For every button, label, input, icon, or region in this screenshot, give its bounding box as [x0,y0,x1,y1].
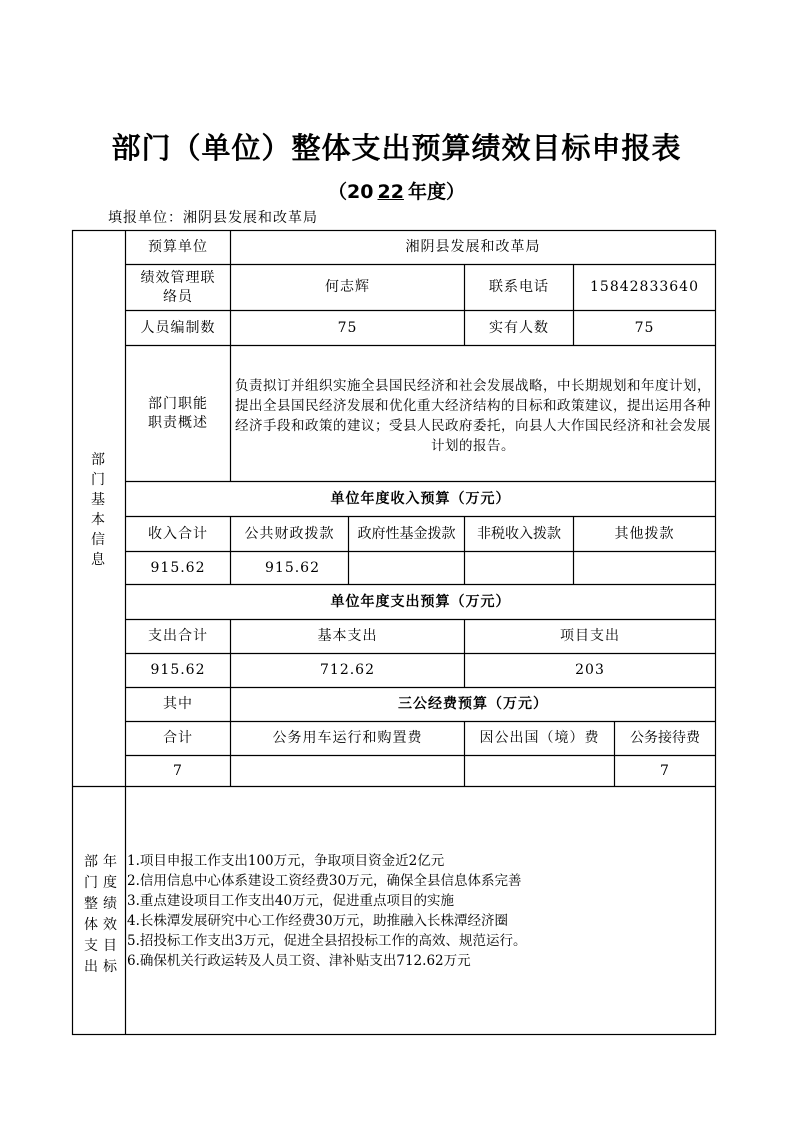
year-value: 22 [377,181,404,203]
goal-item: 1.项目申报工作支出100万元，争取项目资金近2亿元 [127,853,445,869]
expense-heading: 单位年度支出预算（万元） [330,593,511,610]
income-value-total: 915.62 [150,559,206,576]
contact-label: 绩效管理联络员 [140,269,216,305]
page-title: 部门（单位）整体支出预算绩效目标申报表 [111,131,682,165]
income-value-other [574,552,715,584]
phone-value: 15842833640 [590,279,699,295]
filing-unit: 填报单位：湘阴县发展和改革局 [108,210,318,226]
goal-item: 6.确保机关行政运转及人员工资、津补贴支出712.62万元 [127,953,471,969]
three-public-value-reception: 7 [660,762,670,779]
expense-header-project: 项目支出 [560,628,620,644]
three-public-header-abroad: 因公出国（境）费 [479,730,600,746]
section-goals-label-col1: 部门整体支出 [84,854,98,975]
section-basic-label: 部门基本信息 [91,452,105,568]
section-goals-label-col2: 年度绩效目标 [103,854,117,975]
performance-goals [127,851,526,971]
income-header-total: 收入合计 [148,525,208,542]
contact-value: 何志辉 [325,279,370,295]
budget-unit-value: 湘阴县发展和改革局 [405,239,541,255]
staff-quota-value: 75 [337,319,358,336]
three-public-header-vehicle: 公务用车运行和购置费 [272,730,423,746]
actual-staff-value: 75 [634,319,655,336]
income-header-other: 其他拨款 [614,525,675,542]
budget-unit-label: 预算单位 [148,239,208,255]
income-header-fund: 政府性基金拨款 [357,525,456,542]
three-public-heading: 三公经费预算（万元） [398,696,548,712]
year-prefix: （20 [328,181,374,203]
year-suffix: 年度） [407,181,465,203]
duties-text: 负责拟订并组织实施全县国民经济和社会发展战略，中长期规划和年度计划，提出全县国民经济发展和优化重大经济结构的目标和政策建议，提出运用各种经济手段和政策的建议；受县人民政府委托，向县人大作国民经济和社会发展计划的报告。 [235,378,711,454]
expense-value-project: 203 [575,662,605,678]
goal-item: 5.招投标工作支出3万元，促进全县招投标工作的高效、规范运行。 [127,933,527,949]
income-value-fund [349,552,464,584]
income-value-nontax [465,552,573,584]
three-public-value-vehicle [231,756,464,786]
three-public-value-total: 7 [173,762,183,779]
income-header-public: 公共财政拨款 [244,525,335,542]
staff-quota-label: 人员编制数 [140,319,216,336]
income-heading: 单位年度收入预算（万元） [330,490,511,507]
three-public-header-total: 合计 [163,730,193,746]
three-public-value-abroad [465,756,614,786]
goal-item: 4.长株潭发展研究中心工作经费30万元，助推融入长株潭经济圈 [127,913,509,929]
expense-value-total: 915.62 [150,662,206,678]
expense-header-total: 支出合计 [148,628,208,644]
goal-item: 2.信用信息中心体系建设工资经费30万元，确保全县信息体系完善 [127,873,522,889]
phone-label: 联系电话 [489,279,549,295]
income-value-public: 915.62 [265,559,320,576]
of-which-label: 其中 [163,696,193,712]
three-public-header-reception: 公务接待费 [630,730,700,746]
income-header-nontax: 非税收入拨款 [477,525,561,542]
expense-header-basic: 基本支出 [317,628,378,644]
expense-value-basic: 712.62 [320,662,375,678]
actual-staff-label: 实有人数 [489,319,549,336]
goal-item: 3.重点建设项目工作支出40万元，促进重点项目的实施 [127,893,455,909]
duties-label: 部门职能职责概述 [148,395,208,431]
